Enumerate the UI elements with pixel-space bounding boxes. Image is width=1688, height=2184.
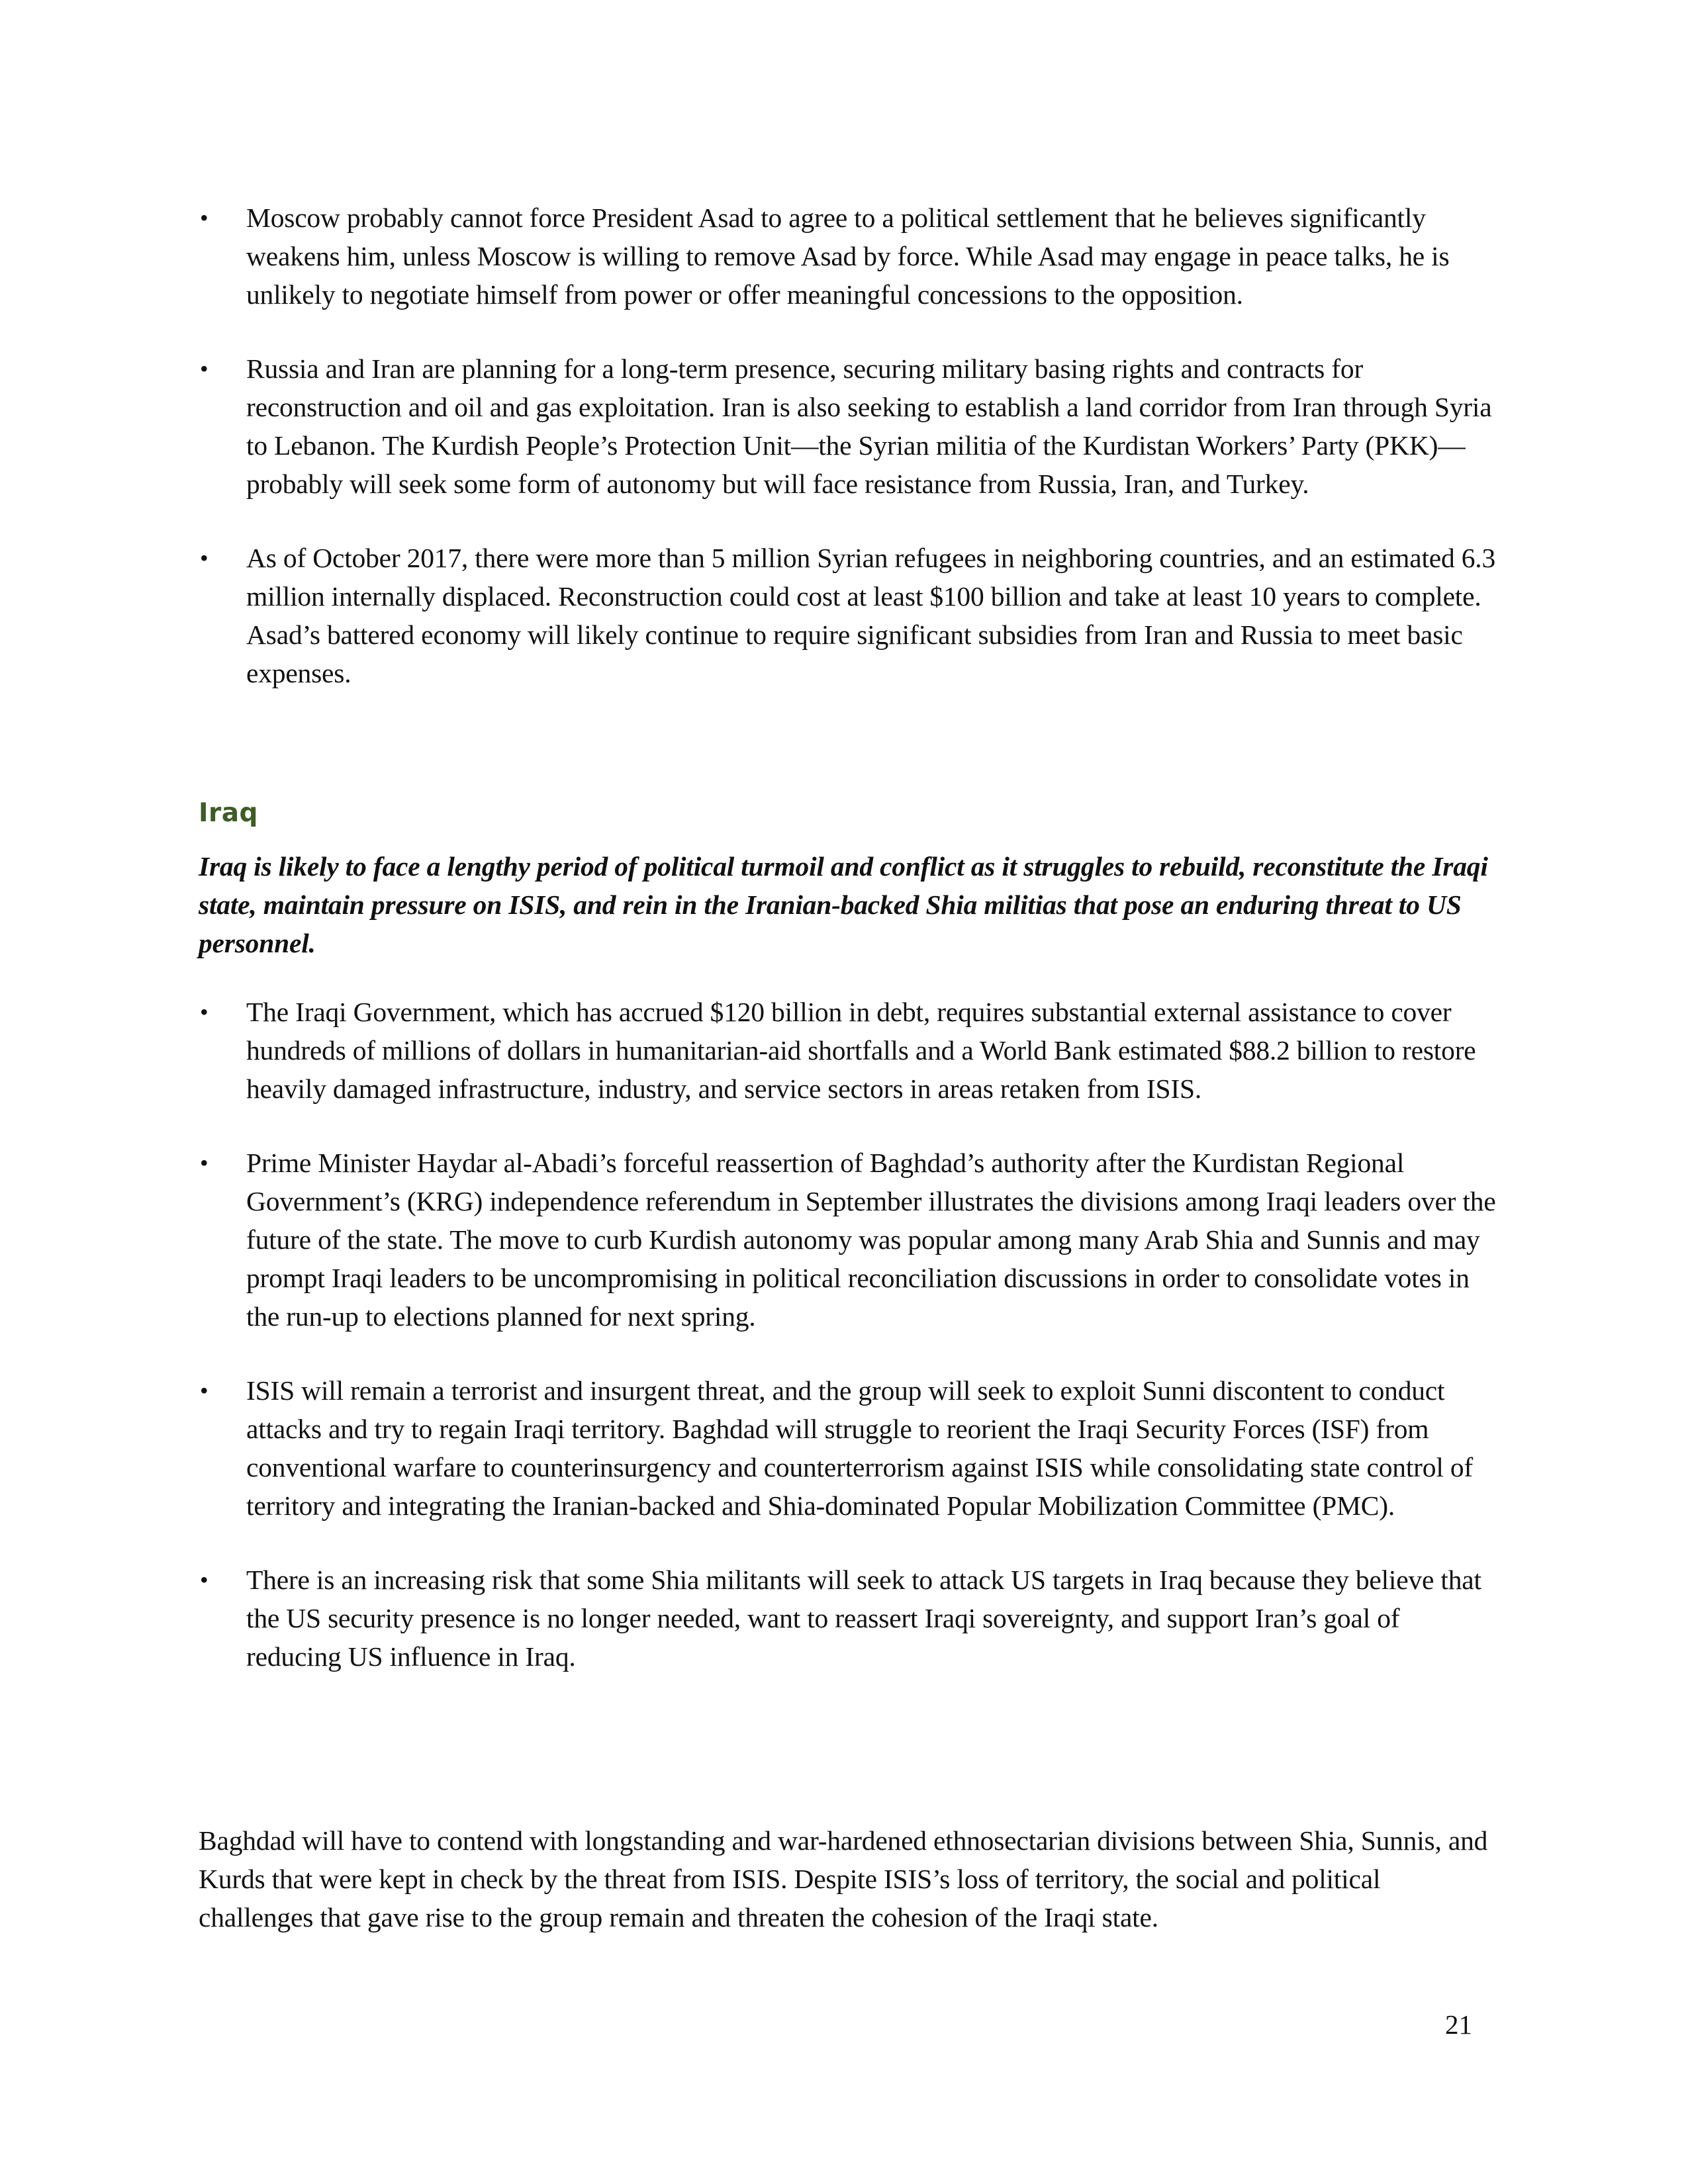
list-item — [199, 349, 1496, 503]
bullet-icon: • — [200, 1377, 209, 1404]
bullet-text: Russia and Iran are planning for a long-term presence, securing military basing rights and contracts for reconstruction and oil and gas exploitation. Iran is also seeking to establish a land corridor from Iran through Syria to Lebanon. The Kurdish People’s Protection Unit—the Syrian militia of the Kurdistan Workers’ Party (PKK)—probably will seek some form of autonomy but will face resistance from Russia, Iran, and Turkey. — [246, 353, 1492, 499]
section-heading-iraq: Iraq — [199, 798, 258, 828]
bullet-text: Prime Minister Haydar al-Abadi’s forceful reassertion of Baghdad’s authority after the Kurdistan Regional Government’s (KRG) independence referendum in September illustrates the divisions among Iraqi leaders over the future of the state. The move to curb Kurdish autonomy was popular among many Arab Shia and Sunnis and may prompt Iraqi leaders to be uncompromising in political reconciliation discussions in order to consolidate votes in the run-up to elections planned for next spring. — [246, 1148, 1496, 1332]
list-item — [199, 1144, 1496, 1336]
bullet-icon: • — [200, 1150, 209, 1176]
list-item — [199, 199, 1496, 314]
bullet-text: The Iraqi Government, which has accrued $120 billion in debt, requires substantial external assistance to cover hundreds of millions of dollars in humanitarian-aid shortfalls and a World Bank estimated $88.2 billion to restore heavily damaged infrastructure, industry, and service sectors in areas retaken from ISIS. — [246, 997, 1476, 1104]
bullet-text: Moscow probably cannot force President Asad to agree to a political settlement that he believes significantly weakens him, unless Moscow is willing to remove Asad by force. While Asad may engage in peace talks, he is unlikely to negotiate himself from power or offer meaningful concessions to the opposition. — [246, 203, 1450, 310]
syria-bullet-list — [199, 199, 1496, 692]
bullet-icon: • — [200, 355, 209, 382]
list-item — [199, 993, 1496, 1108]
bullet-icon: • — [200, 205, 209, 231]
bullet-text: As of October 2017, there were more than 5 million Syrian refugees in neighboring countries, and an estimated 6.3 million internally displaced. Reconstruction could cost at least $100 billion and take at least 10 years to complete. Asad’s battered economy will likely continue to require significant subsidies from Iran and Russia to meet basic expenses. — [246, 543, 1496, 688]
bullet-text: ISIS will remain a terrorist and insurgent threat, and the group will seek to exploit Sunni discontent to conduct attacks and try to regain Iraqi territory. Baghdad will struggle to reorient the Iraqi Security Forces (ISF) from conventional warfare to counterinsurgency and counterterrorism against ISIS while consolidating state control of territory and integrating the Iranian-backed and Shia-dominated Popular Mobilization Committee (PMC). — [246, 1375, 1474, 1521]
iraq-bullet-list — [199, 993, 1496, 1711]
bullet-text: There is an increasing risk that some Shia militants will seek to attack US targets in Iraq because they believe that the US security presence is no longer needed, want to reassert Iraqi sovereignty, and support Iran’s goal of reducing US influence in Iraq. — [246, 1565, 1481, 1672]
key-judgment: Iraq is likely to face a lengthy period of political turmoil and conflict as it struggles to rebuild, reconstitute the Iraqi state, maintain pressure on ISIS, and rein in the Iranian-backed Shia militias that pose an enduring threat to US personnel. — [199, 851, 1488, 958]
page-number: 21 — [1445, 2009, 1472, 2040]
list-item — [199, 1371, 1496, 1525]
bullet-icon: • — [200, 545, 209, 571]
bullet-icon: • — [200, 999, 209, 1025]
list-item — [199, 1561, 1496, 1676]
closing-paragraph: Baghdad will have to contend with longstanding and war-hardened ethnosectarian divisions between Shia, Sunnis, and Kurds that were kept in check by the threat from ISIS. Despite ISIS’s loss of territory, the social and political challenges that gave rise to the group remain and threaten the cohesion of the Iraqi state. — [199, 1825, 1488, 1933]
list-item — [199, 539, 1496, 692]
bullet-icon: • — [200, 1567, 209, 1593]
